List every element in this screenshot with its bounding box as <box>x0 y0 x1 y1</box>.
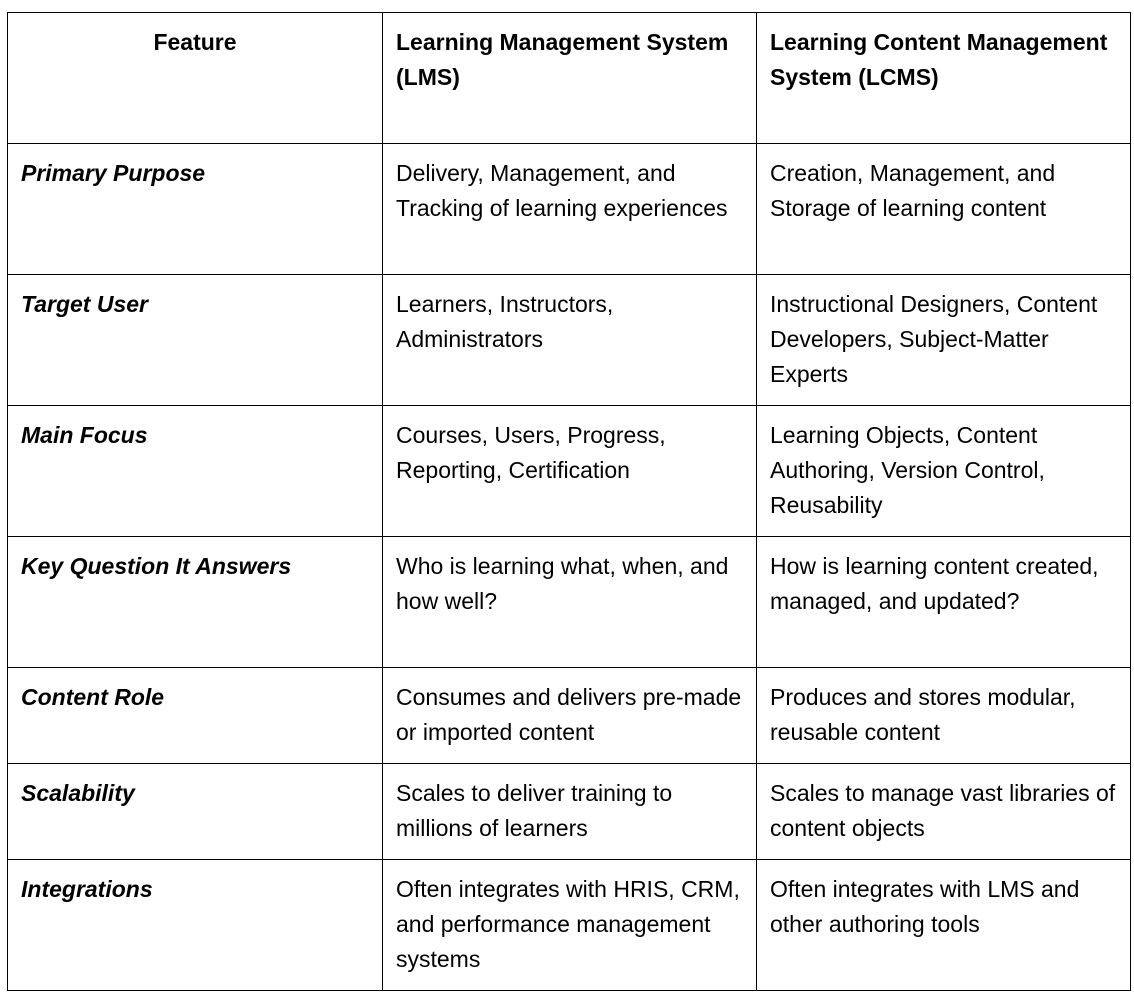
row-label-key-question: Key Question It Answers <box>8 537 383 668</box>
table-row <box>8 764 1131 860</box>
cell-lcms: Learning Objects, Content Authoring, Version Control, Reusability <box>757 406 1131 537</box>
cell-lcms: Produces and stores modular, reusable content <box>757 668 1131 764</box>
header-row <box>8 13 1131 144</box>
table-row <box>8 860 1131 991</box>
cell-lms: Often integrates with HRIS, CRM, and performance management systems <box>383 860 757 991</box>
table-row <box>8 275 1131 406</box>
cell-lms: Consumes and delivers pre-made or imported content <box>383 668 757 764</box>
table-body <box>8 144 1131 991</box>
comparison-table <box>7 12 1131 991</box>
table-row <box>8 406 1131 537</box>
row-label-target-user: Target User <box>8 275 383 406</box>
cell-lcms: Creation, Management, and Storage of learning content <box>757 144 1131 275</box>
cell-lms: Delivery, Management, and Tracking of learning experiences <box>383 144 757 275</box>
cell-lcms: How is learning content created, managed, and updated? <box>757 537 1131 668</box>
cell-lms: Who is learning what, when, and how well? <box>383 537 757 668</box>
table-row <box>8 537 1131 668</box>
table-row <box>8 144 1131 275</box>
row-label-scalability: Scalability <box>8 764 383 860</box>
cell-lms: Courses, Users, Progress, Reporting, Certification <box>383 406 757 537</box>
cell-lms: Scales to deliver training to millions of learners <box>383 764 757 860</box>
row-label-primary-purpose: Primary Purpose <box>8 144 383 275</box>
row-label-integrations: Integrations <box>8 860 383 991</box>
cell-lcms: Often integrates with LMS and other authoring tools <box>757 860 1131 991</box>
table-header <box>8 13 1131 144</box>
row-label-content-role: Content Role <box>8 668 383 764</box>
table-row <box>8 668 1131 764</box>
cell-lcms: Scales to manage vast libraries of content objects <box>757 764 1131 860</box>
header-lcms: Learning Content Management System (LCMS) <box>757 13 1131 144</box>
header-feature: Feature <box>8 13 383 144</box>
cell-lms: Learners, Instructors, Administrators <box>383 275 757 406</box>
header-lms: Learning Management System (LMS) <box>383 13 757 144</box>
row-label-main-focus: Main Focus <box>8 406 383 537</box>
cell-lcms: Instructional Designers, Content Developers, Subject-Matter Experts <box>757 275 1131 406</box>
